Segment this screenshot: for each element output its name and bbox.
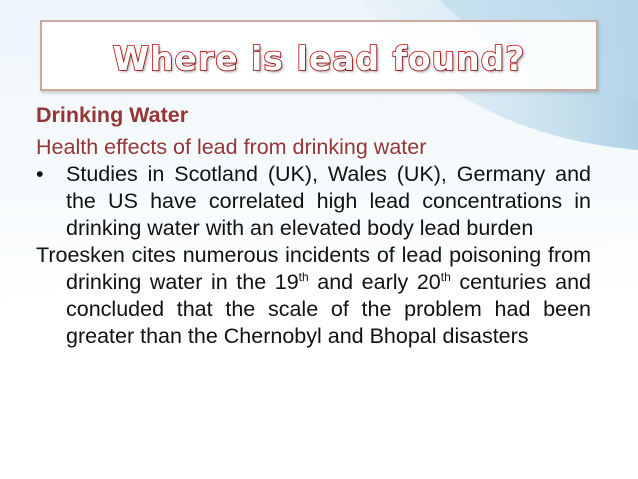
body-paragraph xyxy=(36,242,591,350)
slide-body xyxy=(36,102,591,350)
slide-title: Where is lead found? xyxy=(112,39,526,78)
section-heading: Drinking Water xyxy=(36,103,189,127)
superscript-1: th xyxy=(298,269,309,284)
paragraph-text-1: Troesken cites numerous incidents of lead poisoning from drinking water in the 19 xyxy=(36,243,591,294)
bullet-item xyxy=(36,161,591,242)
paragraph-text-2: and early 20 xyxy=(308,270,441,294)
paragraph-text-3: centuries and concluded that the scale of the problem had been greater than the Chernobyl and Bhopal disasters xyxy=(66,270,592,348)
title-box xyxy=(40,20,598,91)
subsection-heading: Health effects of lead from drinking water xyxy=(36,135,427,159)
bullet-marker: • xyxy=(36,162,44,186)
bullet-text: Studies in Scotland (UK), Wales (UK), Germany and the US have correlated high lead concentrations in drinking water with an elevated body lead burden xyxy=(66,162,591,240)
superscript-2: th xyxy=(440,269,451,284)
